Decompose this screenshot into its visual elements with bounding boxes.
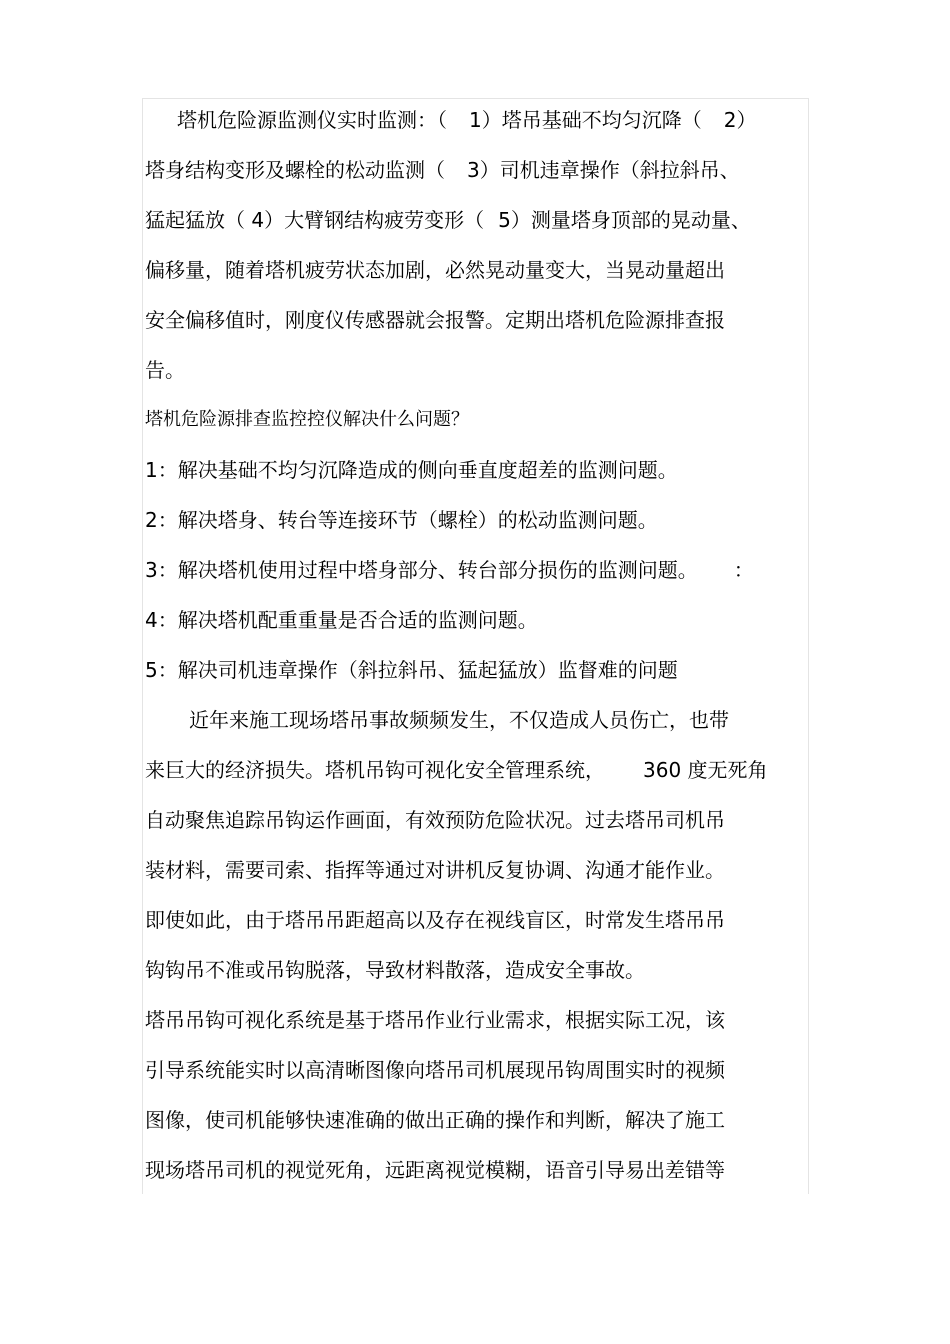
frame-right-border xyxy=(808,98,809,1194)
list-item-3-tail: ： xyxy=(733,558,754,582)
paragraph-1-line-4: 偏移量，随着塔机疲劳状态加剧，必然晃动量变大，当晃动量超出 xyxy=(145,258,725,282)
paragraph-2-line-3: 自动聚焦追踪吊钩运作画面，有效预防危险状况。过去塔吊司机吊 xyxy=(145,808,725,832)
paragraph-1-line-2-part-b: 3）司机违章操作（斜拉斜吊、 xyxy=(467,158,740,182)
question-heading: 塔机危险源排查监控控仪解决什么问题？ xyxy=(145,409,469,430)
paragraph-1-line-3-part-b: 5）测量塔身顶部的晃动量、 xyxy=(498,208,751,232)
list-item-5: 5：解决司机违章操作（斜拉斜吊、猛起猛放）监督难的问题 xyxy=(145,658,678,682)
paragraph-2-line-1: 近年来施工现场塔吊事故频频发生，不仅造成人员伤亡，也带 xyxy=(189,708,729,732)
paragraph-1-line-1-part-b: 1）塔吊基础不均匀沉降（ xyxy=(469,108,702,132)
paragraph-2-line-4: 装材料，需要司索、指挥等通过对讲机反复协调、沟通才能作业。 xyxy=(145,858,725,882)
paragraph-1-line-5: 安全偏移值时，刚度仪传感器就会报警。定期出塔机危险源排查报 xyxy=(145,308,725,332)
paragraph-3-line-2: 引导系统能实时以高清晰图像向塔吊司机展现吊钩周围实时的视频 xyxy=(145,1058,725,1082)
paragraph-1-line-3 xyxy=(145,195,805,245)
paragraph-2-line-5: 即使如此，由于塔吊吊距超高以及存在视线盲区，时常发生塔吊吊 xyxy=(145,908,725,932)
paragraph-2-line-2 xyxy=(145,745,805,795)
paragraph-1-line-1 xyxy=(145,95,805,145)
paragraph-1-line-3-part-a: 猛起猛放（ 4）大臂钢结构疲劳变形（ xyxy=(145,208,485,232)
paragraph-2-line-2-part-a: 来巨大的经济损失。塔机吊钩可视化安全管理系统， xyxy=(145,758,605,782)
document-body xyxy=(145,95,805,1195)
list-item-4: 4：解决塔机配重重量是否合适的监测问题。 xyxy=(145,608,538,632)
list-item-2: 2：解决塔身、转台等连接环节（螺栓）的松动监测问题。 xyxy=(145,508,658,532)
frame-left-border xyxy=(142,98,143,1194)
paragraph-1-line-1-part-a: 塔机危险源监测仪实时监测：（ xyxy=(177,108,447,132)
paragraph-2-line-2-part-b: 360 度无死角 xyxy=(643,758,768,782)
paragraph-1-line-2-part-a: 塔身结构变形及螺栓的松动监测（ xyxy=(145,158,445,182)
list-item-1: 1：解决基础不均匀沉降造成的侧向垂直度超差的监测问题。 xyxy=(145,458,678,482)
paragraph-1-line-6: 告。 xyxy=(145,358,185,382)
list-item-3-text: 3：解决塔机使用过程中塔身部分、转台部分损伤的监测问题。 xyxy=(145,558,698,582)
paragraph-3-line-4: 现场塔吊司机的视觉死角，远距离视觉模糊，语音引导易出差错等 xyxy=(145,1158,725,1182)
paragraph-3-line-3: 图像，使司机能够快速准确的做出正确的操作和判断，解决了施工 xyxy=(145,1108,725,1132)
paragraph-1-line-1-part-c: 2） xyxy=(723,108,757,132)
paragraph-1-line-2 xyxy=(145,145,805,195)
paragraph-3-line-1: 塔吊吊钩可视化系统是基于塔吊作业行业需求，根据实际工况，该 xyxy=(145,1008,725,1032)
list-item-3 xyxy=(145,545,805,595)
paragraph-2-line-6: 钩钩吊不准或吊钩脱落，导致材料散落，造成安全事故。 xyxy=(145,958,645,982)
